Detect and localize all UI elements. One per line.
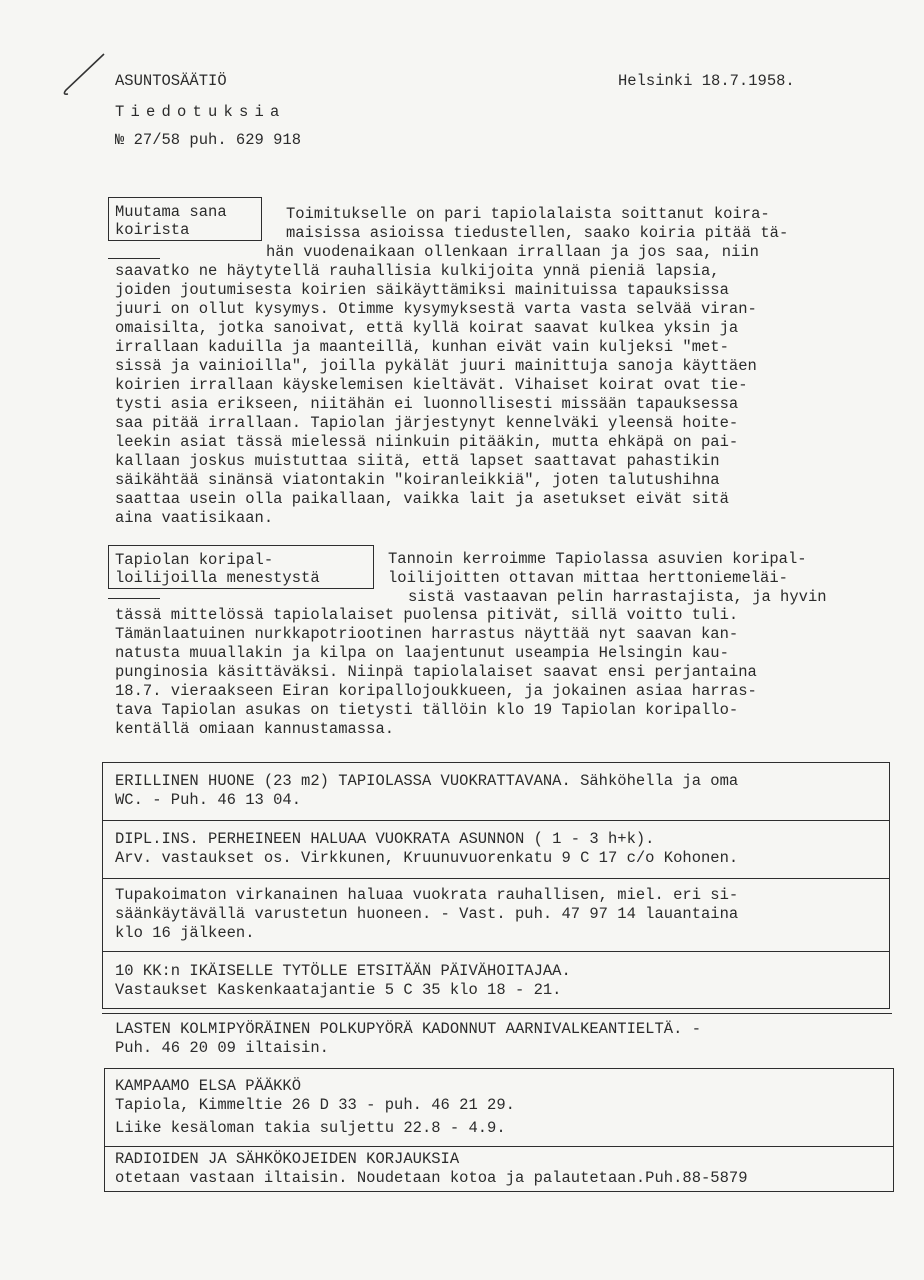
article2-title-line1: Tapiolan koripal-	[115, 551, 274, 569]
text-line: sistä vastaavan pelin harrastajista, ja hyvin	[408, 588, 827, 606]
article1-title-line2: koirista	[115, 221, 190, 239]
ad-day-carer-wanted	[115, 962, 571, 1000]
text-line: Toimitukselle on pari tapiolalaista soittanut koira-	[286, 205, 770, 223]
text-line: 18.7. vieraakseen Eiran koripallojoukkueen, ja jokainen asiaa harras-	[115, 682, 757, 700]
pencil-mark-icon	[60, 52, 108, 98]
text-line: sissä ja vainioilla", joilla pykälät juuri mainittuja sanoja käyttäen	[115, 357, 757, 375]
ad-divider	[102, 1013, 892, 1014]
issue-number-phone: № 27/58 puh. 629 918	[115, 131, 302, 149]
ad-line: RADIOIDEN JA SÄHKÖKOJEIDEN KORJAUKSIA	[115, 1150, 460, 1168]
article1-title-line1: Muutama sana	[115, 203, 227, 221]
ad-apartment-wanted	[115, 830, 738, 868]
text-line: punginosia käsittäväksi. Niinpä tapiolalaiset saavat ensi perjantaina	[115, 663, 757, 681]
text-line: aina vaatisikaan.	[115, 509, 274, 527]
ad-line: otetaan vastaan iltaisin. Noudetaan kotoa ja palautetaan.Puh.88-5879	[115, 1169, 748, 1187]
ad-room-wanted	[115, 886, 738, 943]
text-line: saavatko ne häytytellä rauhallisia kulkijoita ynnä pieniä lapsia,	[115, 262, 720, 280]
ad-divider	[104, 1146, 894, 1147]
ad-radio-repair	[115, 1150, 748, 1188]
ad-line: klo 16 jälkeen.	[115, 924, 255, 942]
text-line: saattaa usein olla paikallaan, vaikka lait ja asetukset eivät sitä	[115, 490, 729, 508]
text-line: koirien irrallaan käyskelemisen kieltävät. Vihaiset koirat ovat tie-	[115, 376, 748, 394]
text-line: omaisilta, jotka sanoivat, että kyllä koirat saavat kulkea yksin ja	[115, 319, 739, 337]
article1-intro	[266, 205, 789, 262]
text-line: kallaan joskus muistuttaa siitä, että lapset saattavat pahastikin	[115, 452, 720, 470]
text-line: irrallaan kaduilla ja maanteillä, kunhan eivät vain kuljeksi "met-	[115, 338, 729, 356]
ad-rental-room	[115, 772, 738, 810]
article2-intro	[388, 550, 827, 607]
text-line: kentällä omiaan kannustamassa.	[115, 720, 395, 738]
ad-line: LASTEN KOLMIPYÖRÄINEN POLKUPYÖRÄ KADONNUT AARNIVALKEANTIELTÄ. -	[115, 1020, 701, 1038]
text-line: säikähtää sinänsä viatontakin "koiranleikkiä", joten talutushihna	[115, 471, 720, 489]
ad-line: ERILLINEN HUONE (23 m2) TAPIOLASSA VUOKRATTAVANA. Sähköhella ja oma	[115, 772, 739, 790]
ad-line: KAMPAAMO ELSA PÄÄKKÖ	[115, 1077, 302, 1095]
article2-title-line2: loilijoilla menestystä	[115, 569, 320, 587]
ad-line: Liike kesäloman takia suljettu 22.8 - 4.9.	[115, 1119, 506, 1137]
page-title: Tiedotuksia	[115, 103, 286, 121]
text-line: tava Tapiolan asukas on tietysti tällöin klo 19 Tapiolan koripallo-	[115, 701, 739, 719]
article1-underline	[108, 258, 160, 259]
ad-line: Tapiola, Kimmeltie 26 D 33 - puh. 46 21 29.	[115, 1096, 515, 1114]
text-line: tässä mittelössä tapiolalaiset puolensa pitivät, sillä voitto tuli.	[115, 606, 739, 624]
ad-divider	[102, 951, 890, 952]
ad-hair-salon	[115, 1077, 515, 1138]
org-name: ASUNTOSÄÄTIÖ	[115, 72, 227, 90]
ad-line: WC. - Puh. 46 13 04.	[115, 791, 302, 809]
text-line: saa pitää irrallaan. Tapiolan järjestynyt kennelväki yleensä hoite-	[115, 414, 739, 432]
article2-body	[115, 606, 757, 739]
text-line: leekin asiat tässä mielessä niinkuin pitääkin, mutta ehkäpä on pai-	[115, 433, 739, 451]
text-line: tysti asia erikseen, niitähän ei luonnollisesti missään tapauksessa	[115, 395, 739, 413]
ad-line: Tupakoimaton virkanainen haluaa vuokrata rauhallisen, miel. eri si-	[115, 886, 739, 904]
article2-underline	[108, 598, 160, 599]
text-line: maisissa asioissa tiedustellen, saako koiria pitää tä-	[286, 224, 789, 242]
text-line: joiden joutumisesta koirien säikäyttämiksi mainituissa tapauksissa	[115, 281, 729, 299]
ad-line: säänkäytävällä varustetun huoneen. - Vast. puh. 47 97 14 lauantaina	[115, 905, 739, 923]
ad-divider	[102, 820, 890, 821]
ad-line: Arv. vastaukset os. Virkkunen, Kruunuvuorenkatu 9 C 17 c/o Kohonen.	[115, 849, 739, 867]
ad-line: Puh. 46 20 09 iltaisin.	[115, 1039, 329, 1057]
text-line: loilijoitten ottavan mittaa herttoniemeläi-	[388, 569, 788, 587]
article1-body	[115, 262, 757, 528]
ad-line: DIPL.INS. PERHEINEEN HALUAA VUOKRATA ASUNNON ( 1 - 3 h+k).	[115, 830, 655, 848]
ad-divider	[102, 878, 890, 879]
ad-line: 10 KK:n IKÄISELLE TYTÖLLE ETSITÄÄN PÄIVÄHOITAJAA.	[115, 962, 571, 980]
ad-lost-tricycle	[115, 1020, 701, 1058]
text-line: juuri on ollut kysymys. Otimme kysymyksestä varta vasta selvää viran-	[115, 300, 757, 318]
text-line: Tannoin kerroimme Tapiolassa asuvien koripal-	[388, 550, 807, 568]
text-line: Tämänlaatuinen nurkkapotriootinen harrastus näyttää nyt saavan kan-	[115, 625, 739, 643]
text-line: hän vuodenaikaan ollenkaan irrallaan ja jos saa, niin	[266, 243, 759, 261]
place-date: Helsinki 18.7.1958.	[618, 72, 795, 90]
ad-line: Vastaukset Kaskenkaatajantie 5 C 35 klo 18 - 21.	[115, 981, 562, 999]
text-line: natusta muuallakin ja kilpa on laajentunut useampia Helsingin kau-	[115, 644, 729, 662]
